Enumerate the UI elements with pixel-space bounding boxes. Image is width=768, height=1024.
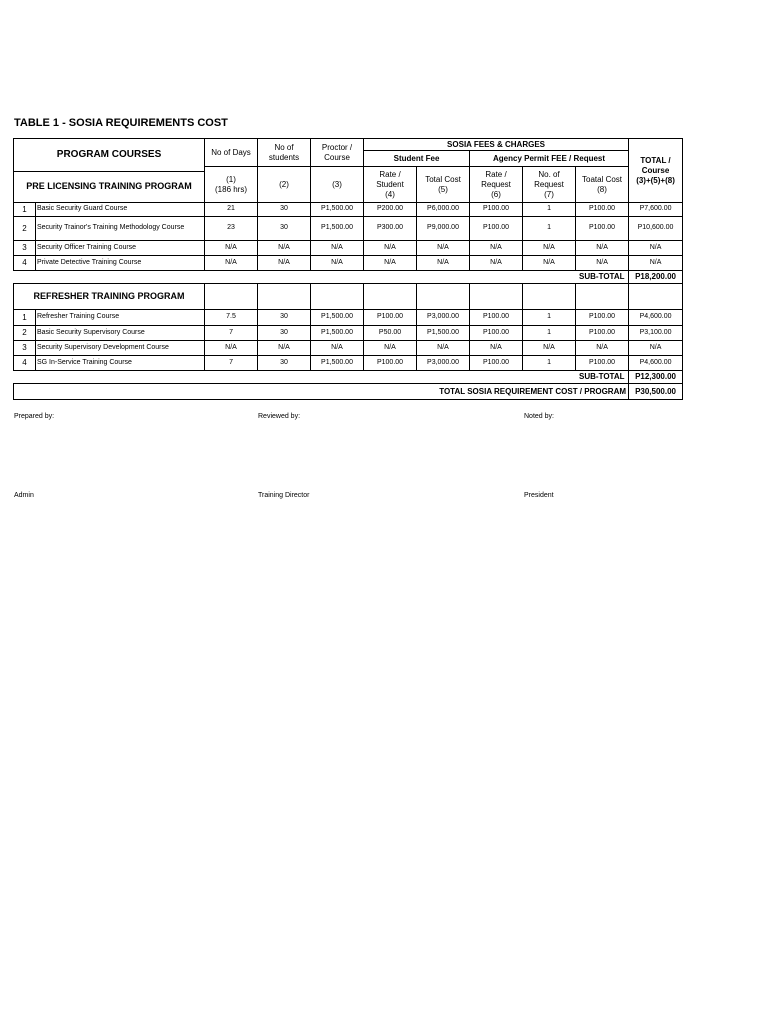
rate-request-cell: P100.00 <box>470 356 523 371</box>
proctor-cell: N/A <box>311 341 364 356</box>
table-row <box>14 203 683 217</box>
row-number: 4 <box>14 256 36 271</box>
course-name: Security Trainor's Training Methodology Course <box>36 217 205 241</box>
program-courses-header: PROGRAM COURSES <box>14 139 205 172</box>
grand-total-row <box>14 384 683 400</box>
col1-number: (1) <box>226 174 236 184</box>
agency-total-cell: P100.00 <box>576 356 629 371</box>
total-formula: (3)+(5)+(8) <box>636 175 675 185</box>
students-cell: 30 <box>258 310 311 326</box>
rate-student-header <box>364 167 417 203</box>
proctor-header: Proctor / Course <box>311 139 364 167</box>
pre-licensing-header: PRE LICENSING TRAINING PROGRAM <box>14 172 205 203</box>
row-total-cell: P4,600.00 <box>629 356 683 371</box>
course-name: Private Detective Training Course <box>36 256 205 271</box>
rate-request-cell: N/A <box>470 256 523 271</box>
agency-total-cell: N/A <box>576 241 629 256</box>
rate-student-cell: P300.00 <box>364 217 417 241</box>
row-number: 2 <box>14 217 36 241</box>
days-cell: N/A <box>205 241 258 256</box>
rate-student-cell: N/A <box>364 256 417 271</box>
days-cell: 7.5 <box>205 310 258 326</box>
rate-request-label: Rate / Request <box>481 169 511 189</box>
rate-student-cell: N/A <box>364 241 417 256</box>
rate-request-cell: P100.00 <box>470 326 523 341</box>
row-total-cell: P4,600.00 <box>629 310 683 326</box>
total-cost-cell: P9,000.00 <box>417 217 470 241</box>
total-cost-cell: N/A <box>417 241 470 256</box>
table-row <box>14 341 683 356</box>
sosia-fees-header: SOSIA FEES & CHARGES <box>364 139 629 151</box>
total-cost-cell: P3,000.00 <box>417 310 470 326</box>
rate-student-cell: P100.00 <box>364 356 417 371</box>
col6-number: (6) <box>491 189 501 199</box>
president-signatory: President <box>524 492 554 499</box>
row-total-cell: P3,100.00 <box>629 326 683 341</box>
agency-total-cell: P100.00 <box>576 310 629 326</box>
students-cell: N/A <box>258 241 311 256</box>
table-row <box>14 217 683 241</box>
col2-header: (2) <box>258 167 311 203</box>
rate-student-cell: P200.00 <box>364 203 417 217</box>
rate-request-cell: P100.00 <box>470 217 523 241</box>
course-name: SG In-Service Training Course <box>36 356 205 371</box>
row-number: 3 <box>14 341 36 356</box>
rate-request-cell: P100.00 <box>470 310 523 326</box>
students-cell: 30 <box>258 326 311 341</box>
col8-number: (8) <box>597 184 607 194</box>
course-name: Basic Security Guard Course <box>36 203 205 217</box>
no-request-cell: 1 <box>523 310 576 326</box>
proctor-cell: P1,500.00 <box>311 326 364 341</box>
no-request-label: No. of Request <box>534 169 564 189</box>
no-of-days-header: No of Days <box>205 139 258 167</box>
reviewed-by-label: Reviewed by: <box>258 413 301 420</box>
empty-cell <box>311 284 364 310</box>
refresher-header: REFRESHER TRAINING PROGRAM <box>14 284 205 310</box>
proctor-cell: N/A <box>311 241 364 256</box>
rate-student-label: Rate / Student <box>376 169 404 189</box>
col5-number: (5) <box>438 184 448 194</box>
proctor-cell: N/A <box>311 256 364 271</box>
course-name: Security Officer Training Course <box>36 241 205 256</box>
rate-student-cell: N/A <box>364 341 417 356</box>
subtotal-label: SUB-TOTAL <box>576 271 629 284</box>
row-total-cell: P7,600.00 <box>629 203 683 217</box>
no-request-cell: 1 <box>523 356 576 371</box>
table-row <box>14 241 683 256</box>
col1-hours: (186 hrs) <box>215 184 248 194</box>
refresher-header-row <box>14 284 683 310</box>
days-cell: 21 <box>205 203 258 217</box>
row-total-cell: N/A <box>629 256 683 271</box>
table-row <box>14 256 683 271</box>
noted-by-label: Noted by: <box>524 413 554 420</box>
total-cost-cell: P6,000.00 <box>417 203 470 217</box>
empty-cell <box>523 284 576 310</box>
table-title: TABLE 1 - SOSIA REQUIREMENTS COST <box>14 117 228 129</box>
students-cell: 30 <box>258 356 311 371</box>
col4-number: (4) <box>385 189 395 199</box>
rate-request-cell: P100.00 <box>470 203 523 217</box>
course-name: Refresher Training Course <box>36 310 205 326</box>
rate-request-header <box>470 167 523 203</box>
no-request-header <box>523 167 576 203</box>
course-name: Security Supervisory Development Course <box>36 341 205 356</box>
subtotal-row <box>14 371 683 384</box>
row-total-cell: N/A <box>629 241 683 256</box>
agency-total-cost-label: Toatal Cost <box>582 174 623 184</box>
table-row <box>14 310 683 326</box>
total-cost-cell: P3,000.00 <box>417 356 470 371</box>
empty-cell <box>205 284 258 310</box>
subtotal-value: P12,300.00 <box>629 371 683 384</box>
subtotal-label: SUB-TOTAL <box>576 371 629 384</box>
empty-cell <box>576 284 629 310</box>
total-header-label: TOTAL / Course <box>640 155 671 175</box>
no-request-cell: 1 <box>523 326 576 341</box>
row-number: 4 <box>14 356 36 371</box>
empty-cell <box>417 284 470 310</box>
col7-number: (7) <box>544 189 554 199</box>
row-number: 1 <box>14 310 36 326</box>
training-director-signatory: Training Director <box>258 492 310 499</box>
total-cost-cell: P1,500.00 <box>417 326 470 341</box>
grand-total-value: P30,500.00 <box>629 384 683 400</box>
days-cell: 23 <box>205 217 258 241</box>
table-row <box>14 326 683 341</box>
no-request-cell: N/A <box>523 256 576 271</box>
empty-cell <box>470 284 523 310</box>
row-number: 2 <box>14 326 36 341</box>
students-cell: 30 <box>258 217 311 241</box>
table-row <box>14 356 683 371</box>
students-cell: N/A <box>258 341 311 356</box>
total-cost-cell: N/A <box>417 256 470 271</box>
empty-cell <box>258 284 311 310</box>
agency-total-cell: P100.00 <box>576 217 629 241</box>
days-cell: N/A <box>205 341 258 356</box>
proctor-cell: P1,500.00 <box>311 217 364 241</box>
no-request-cell: N/A <box>523 241 576 256</box>
row-total-cell: P10,600.00 <box>629 217 683 241</box>
student-fee-header: Student Fee <box>364 151 470 167</box>
days-cell: 7 <box>205 326 258 341</box>
days-cell: 7 <box>205 356 258 371</box>
empty-cell <box>629 284 683 310</box>
row-total-cell: N/A <box>629 341 683 356</box>
total-cost-header <box>417 167 470 203</box>
no-request-cell: 1 <box>523 203 576 217</box>
subtotal-spacer <box>14 371 576 384</box>
row-number: 3 <box>14 241 36 256</box>
admin-signatory: Admin <box>14 492 34 499</box>
proctor-cell: P1,500.00 <box>311 310 364 326</box>
agency-total-cell: N/A <box>576 341 629 356</box>
rate-request-cell: N/A <box>470 241 523 256</box>
no-of-students-header: No of students <box>258 139 311 167</box>
empty-cell <box>364 284 417 310</box>
no-request-cell: 1 <box>523 217 576 241</box>
rate-request-cell: N/A <box>470 341 523 356</box>
proctor-cell: P1,500.00 <box>311 203 364 217</box>
subtotal-row <box>14 271 683 284</box>
grand-total-label: TOTAL SOSIA REQUIREMENT COST / PROGRAM <box>14 384 629 400</box>
rate-student-cell: P50.00 <box>364 326 417 341</box>
students-cell: 30 <box>258 203 311 217</box>
total-cost-cell: N/A <box>417 341 470 356</box>
agency-total-cell: P100.00 <box>576 203 629 217</box>
agency-permit-header: Agency Permit FEE / Request <box>470 151 629 167</box>
agency-total-cell: N/A <box>576 256 629 271</box>
prepared-by-label: Prepared by: <box>14 413 55 420</box>
days-cell: N/A <box>205 256 258 271</box>
subtotal-value: P18,200.00 <box>629 271 683 284</box>
agency-total-cell: P100.00 <box>576 326 629 341</box>
total-header <box>629 139 683 203</box>
col3-header: (3) <box>311 167 364 203</box>
row-number: 1 <box>14 203 36 217</box>
sosia-requirements-table <box>13 138 683 400</box>
no-request-cell: N/A <box>523 341 576 356</box>
agency-total-cost-header <box>576 167 629 203</box>
total-cost-label: Total Cost <box>425 174 461 184</box>
rate-student-cell: P100.00 <box>364 310 417 326</box>
subtotal-spacer <box>14 271 576 284</box>
proctor-cell: P1,500.00 <box>311 356 364 371</box>
course-name: Basic Security Supervisory Course <box>36 326 205 341</box>
col1-header <box>205 167 258 203</box>
students-cell: N/A <box>258 256 311 271</box>
